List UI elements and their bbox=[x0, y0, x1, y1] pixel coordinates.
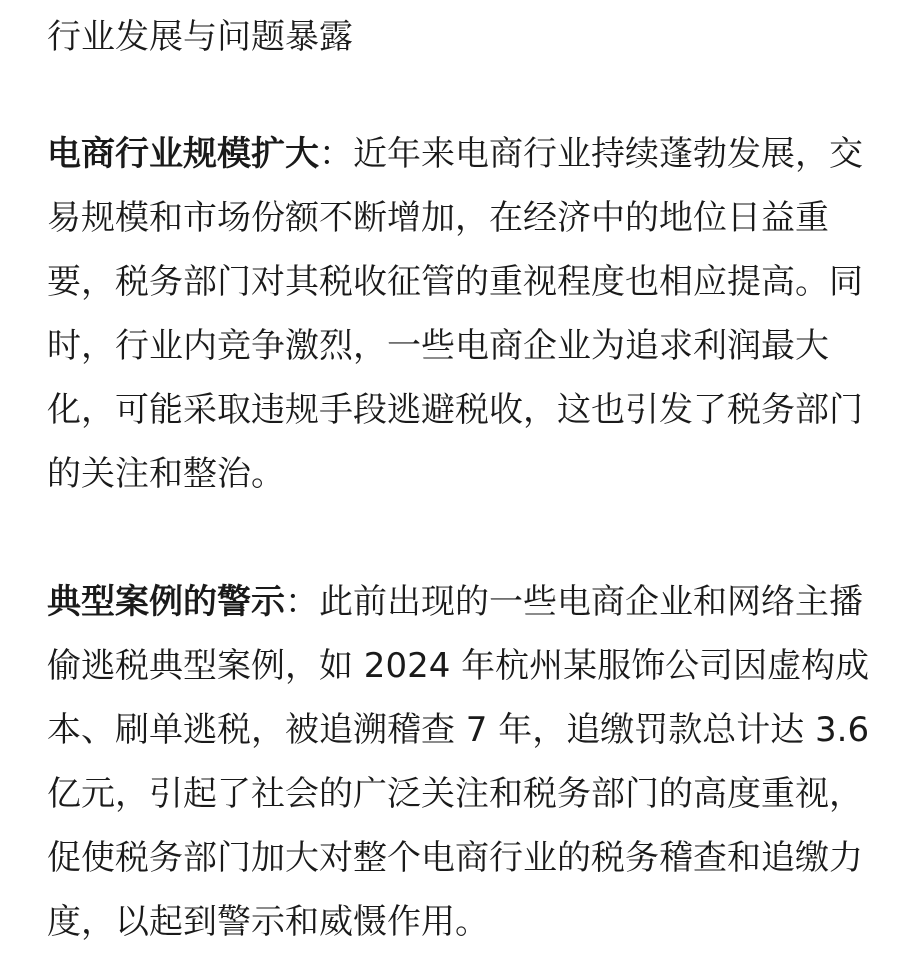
paragraph-body: 此前出现的一些电商企业和网络主播偷逃税典型案例，如 2024 年杭州某服饰公司因虚构成本、刷单逃税，被追溯稽查 7 年，追缴罚款总计达 3.6 亿元，引起了社会的广泛关注和税务部门的高度重视，促使税务部门加大对整个电商行业的税务稽查和追缴力度，以起到警示和威慑作用。 bbox=[47, 582, 870, 942]
lead-separator: ： bbox=[285, 582, 319, 622]
paragraph-lead: 典型案例的警示 bbox=[47, 582, 285, 622]
paragraph-typical-case bbox=[47, 570, 870, 954]
paragraph-lead: 电商行业规模扩大 bbox=[47, 134, 319, 174]
paragraph-industry-scale bbox=[47, 122, 870, 506]
section-title: 行业发展与问题暴露 bbox=[47, 17, 353, 57]
paragraph-body: 近年来电商行业持续蓬勃发展，交易规模和市场份额不断增加，在经济中的地位日益重要，税务部门对其税收征管的重视程度也相应提高。同时，行业内竞争激烈，一些电商企业为追求利润最大化，可能采取违规手段逃避税收，这也引发了税务部门的关注和整治。 bbox=[47, 134, 863, 494]
lead-separator: ： bbox=[319, 134, 353, 174]
